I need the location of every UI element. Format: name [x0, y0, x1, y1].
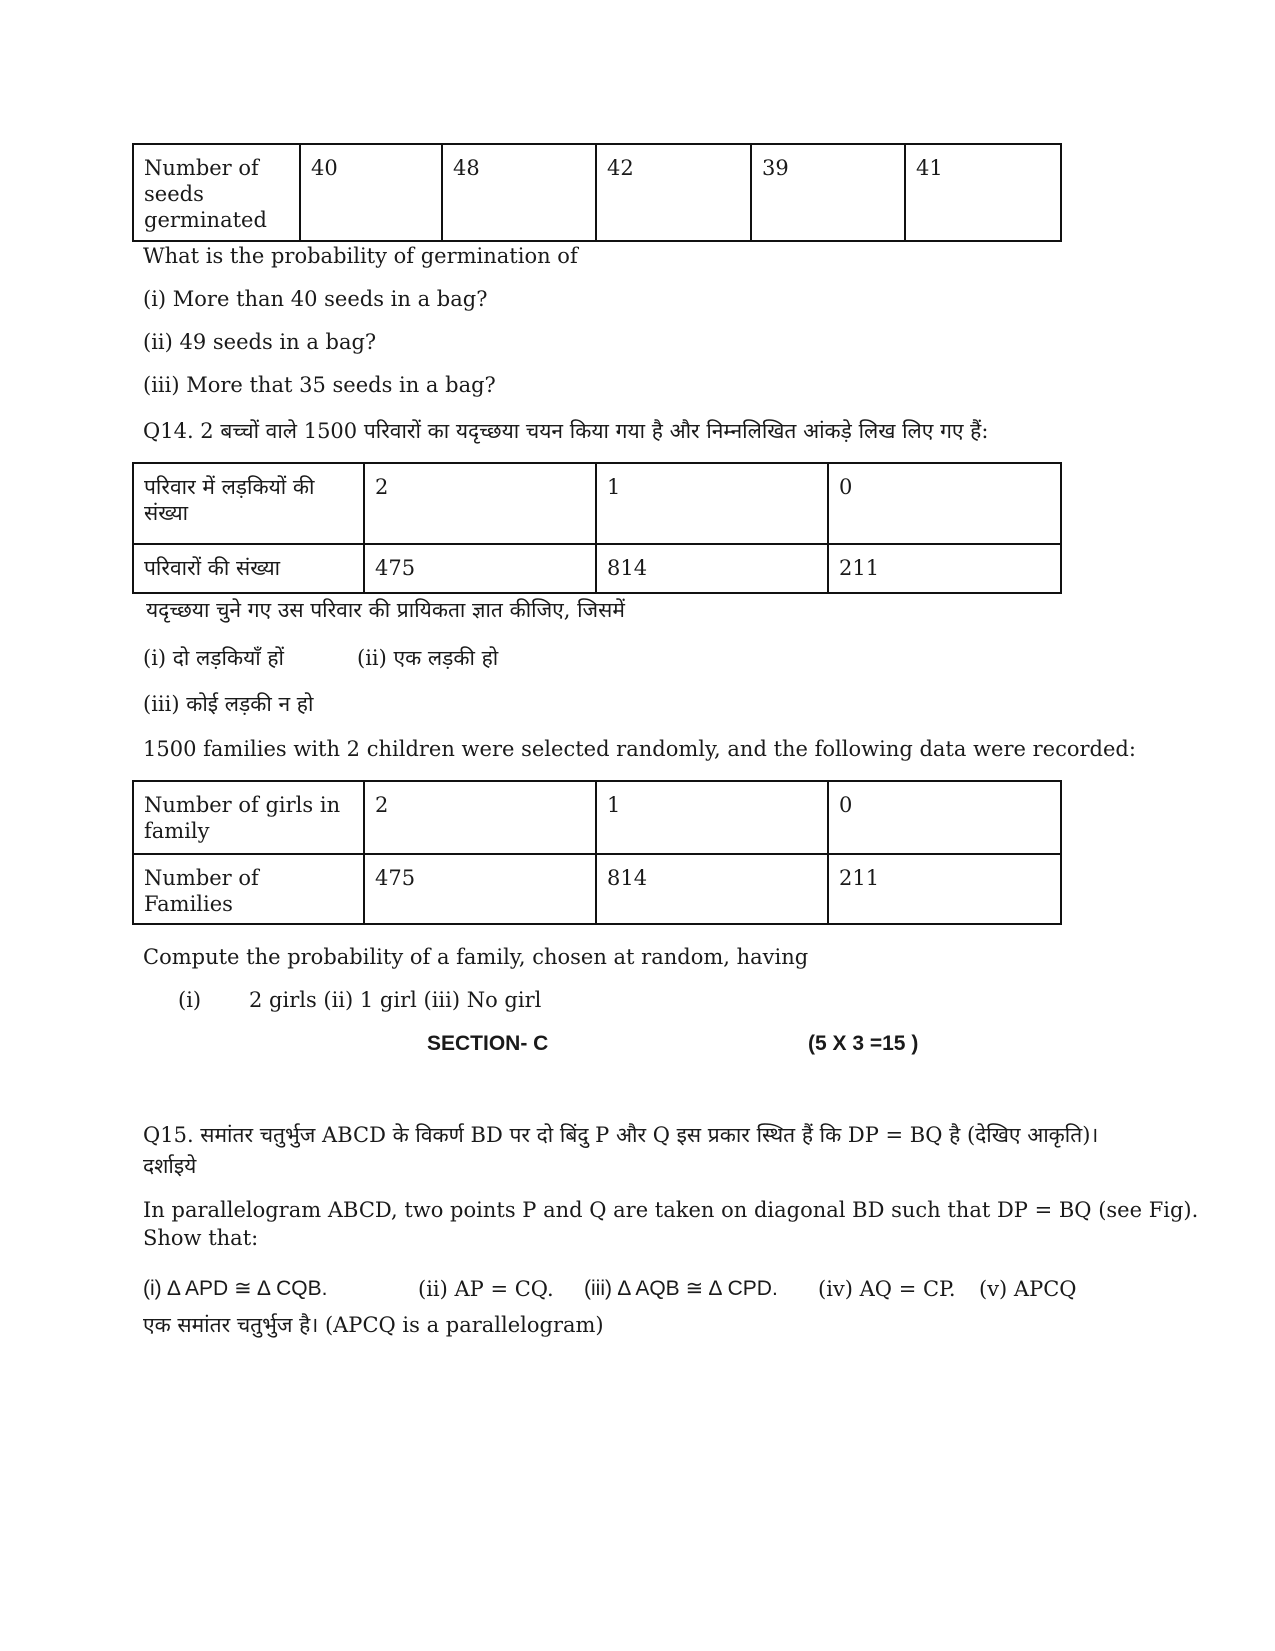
- q13-part-i: (i) More than 40 seeds in a bag?: [143, 287, 488, 311]
- table-cell: 2: [364, 463, 596, 544]
- q15-part-iii: (iii) ∆ AQB ≅ ∆ CPD.: [584, 1277, 778, 1300]
- section-title: SECTION- C: [427, 1032, 549, 1055]
- q14-hindi-part-ii: (ii) एक लड़की हो: [357, 646, 499, 670]
- q14-english-question: Compute the probability of a family, chosen at random, having: [143, 945, 809, 969]
- q13-part-iii: (iii) More that 35 seeds in a bag?: [143, 373, 496, 397]
- q15-english-line1: In parallelogram ABCD, two points P and Q are taken on diagonal BD such that DP = BQ (see Fig).: [143, 1198, 1199, 1222]
- q14-english-part-num: (i): [178, 988, 202, 1012]
- q15-part-v-cont: एक समांतर चतुर्भुज है। (APCQ is a parallelogram): [143, 1313, 604, 1337]
- row-label: Number of seeds germinated: [133, 144, 300, 241]
- table-row: [133, 463, 1061, 544]
- section-marks: (5 X 3 =15 ): [808, 1032, 919, 1055]
- table-cell: 2: [364, 781, 596, 854]
- table-cell: 0: [828, 781, 1061, 854]
- english-girls-table: [132, 780, 1062, 925]
- q13-prompt: What is the probability of germination of: [143, 244, 578, 268]
- table-cell: 48: [442, 144, 596, 241]
- table-row: [133, 144, 1061, 241]
- table-cell: 40: [300, 144, 442, 241]
- table-row: [133, 544, 1061, 593]
- hindi-girls-table: [132, 462, 1062, 594]
- table-cell: 41: [905, 144, 1061, 241]
- q15-hindi-line2: दर्शाइये: [143, 1154, 197, 1178]
- table-cell: 1: [596, 781, 828, 854]
- q14-hindi-intro: Q14. 2 बच्चों वाले 1500 परिवारों का यदृच्छया चयन किया गया है और निम्नलिखित आंकड़े लिख लिए गए हैं:: [143, 419, 989, 443]
- q14-hindi-part-i: (i) दो लड़कियाँ हों: [143, 646, 284, 670]
- q14-hindi-question: यदृच्छया चुने गए उस परिवार की प्रायिकता ज्ञात कीजिए, जिसमें: [146, 598, 625, 622]
- table-cell: 0: [828, 463, 1061, 544]
- q15-hindi-line1: Q15. समांतर चतुर्भुज ABCD के विकर्ण BD पर दो बिंदु P और Q इस प्रकार स्थित हैं कि DP = BQ है (देखिए आकृति)।: [143, 1123, 1099, 1147]
- q15-english-line2: Show that:: [143, 1226, 259, 1250]
- table-cell: 42: [596, 144, 751, 241]
- table-cell: 814: [596, 854, 828, 924]
- table-cell: 211: [828, 544, 1061, 593]
- q14-english-intro: 1500 families with 2 children were selected randomly, and the following data were recorded:: [143, 737, 1136, 761]
- table-cell: 475: [364, 854, 596, 924]
- seed-germination-table: [132, 143, 1062, 242]
- q14-hindi-part-iii: (iii) कोई लड़की न हो: [143, 692, 314, 716]
- q13-part-ii: (ii) 49 seeds in a bag?: [143, 330, 377, 354]
- q15-part-iv: (iv) AQ = CP.: [818, 1277, 956, 1301]
- table-cell: 39: [751, 144, 905, 241]
- table-cell: 475: [364, 544, 596, 593]
- q15-part-i: (i) ∆ APD ≅ ∆ CQB.: [143, 1277, 328, 1300]
- table-row: [133, 854, 1061, 924]
- q15-part-ii: (ii) AP = CQ.: [418, 1277, 554, 1301]
- table-cell: 1: [596, 463, 828, 544]
- table-row: [133, 781, 1061, 854]
- row-label: परिवार में लड़कियों की संख्या: [133, 463, 364, 544]
- q14-english-parts: 2 girls (ii) 1 girl (iii) No girl: [249, 988, 542, 1012]
- row-label: परिवारों की संख्या: [133, 544, 364, 593]
- row-label: Number of Families: [133, 854, 364, 924]
- q15-part-v: (v) APCQ: [979, 1277, 1077, 1301]
- table-cell: 814: [596, 544, 828, 593]
- row-label: Number of girls in family: [133, 781, 364, 854]
- table-cell: 211: [828, 854, 1061, 924]
